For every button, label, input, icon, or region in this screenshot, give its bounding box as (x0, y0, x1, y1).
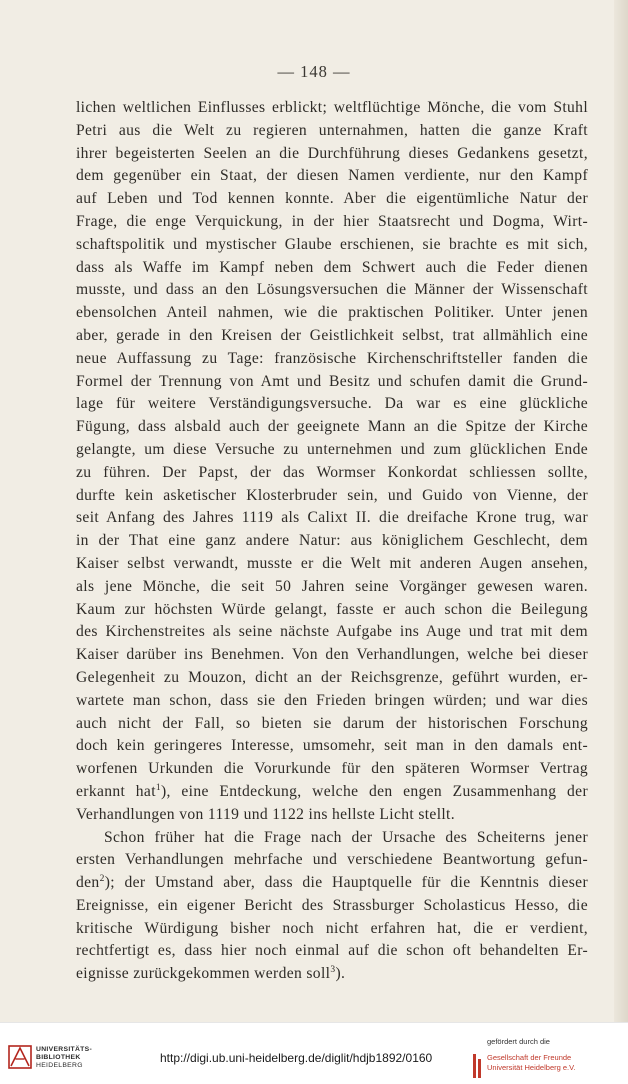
footnote-ref-2: 2 (99, 874, 105, 885)
text-line-with-footnote (76, 781, 588, 804)
viewer-footer (0, 1022, 628, 1084)
text-line: dass als Waffe im Kampf neben dem Schwert auch die Feder dienen (76, 258, 588, 276)
funder-name-line: Universität Heidelberg e.V. (487, 1063, 576, 1072)
text-line: musste, und dass an den Lösungsversuchen die Männer der Wissenschaft (76, 281, 588, 299)
text-line: Ereignisse, ein eigener Bericht des Strassburger Scholasticus Hesso, die (76, 896, 588, 914)
library-name (36, 1046, 92, 1070)
funded-by-label: gefördert durch die (487, 1037, 550, 1046)
library-logo-icon (8, 1045, 32, 1069)
text-segment: ). (335, 965, 346, 983)
page-edge-shadow (614, 0, 628, 1022)
paragraph-end-line: Verhandlungen von 1119 und 1122 ins hellste Licht stellt. (76, 805, 455, 823)
text-line: ihrer begeisterten Seelen an die Durchführung dieses Gedankens gesetzt, (76, 144, 588, 162)
text-line: kritische Würdigung bisher noch nicht erfahren hat, die er verdient, (76, 919, 588, 937)
text-line: neue Auffassung zu Tage: französische Kirchenschriftsteller fanden die (76, 349, 588, 367)
text-line: Petri aus die Welt zu regieren unternahmen, hatten die ganze Kraft (76, 121, 588, 139)
text-line: in der That eine ganz andere Natur: aus königlichem Geschlecht, dem (76, 532, 588, 550)
text-line: ersten Verhandlungen mehrfache und verschiedene Beantwortung gefun- (76, 851, 588, 869)
text-segment: ), eine Entdeckung, welche den engen Zusammenhang der (161, 782, 588, 800)
text-line: rechtfertigt es, dass hier noch einmal auf die schon oft behandelten Er- (76, 942, 588, 960)
funder-name (487, 1053, 576, 1073)
text-segment: erkannt hat (76, 782, 156, 800)
paragraph-start-line: Schon früher hat die Frage nach der Ursache des Scheiterns jener (104, 828, 588, 846)
page-number: — 148 — (277, 62, 351, 81)
text-line: doch kein geringeres Interesse, umsomehr, seit man in den damals ent- (76, 737, 588, 755)
text-line: Fügung, dass alsbald auch der geeignete Mann an die Spitze der Kirche (76, 418, 588, 436)
text-line: worfenen Urkunden die Vorurkunde für den späteren Wormser Vertrag (76, 760, 588, 778)
text-line: ebensolchen Anteil nahmen, wie die praktischen Politiker. Unter jenen (76, 304, 588, 322)
text-line: Kaiser selbst verwandt, musste er die Welt mit anderen Augen ansehen, (76, 554, 588, 572)
text-line: auch nicht der Fall, so bieten sie darum der historischen Forschung (76, 714, 588, 732)
permalink-url[interactable]: http://digi.ub.uni-heidelberg.de/diglit/hdjb1892/0160 (160, 1051, 433, 1065)
text-line: dem gegenüber ein Staat, der diesen Namen verdiente, nur den Kampf (76, 167, 588, 185)
text-segment: den (76, 874, 100, 892)
text-line: als jene Mönche, die seit 50 Jahren seine Vorgänger gewesen waren. (76, 577, 588, 595)
text-line: zu führen. Der Papst, der das Wormser Konkordat schliessen sollte, (76, 463, 588, 481)
text-line: Gelegenheit zu Mouzon, dicht an der Reichsgrenze, geführt wurden, er- (76, 668, 588, 686)
text-line: schaftspolitik und mystischer Glaube erschienen, sie brachte es mit sich, (76, 235, 588, 253)
text-line: lichen weltlichen Einflusses erblickt; weltflüchtige Mönche, die vom Stuhl (76, 99, 588, 116)
text-line-with-footnote (76, 963, 588, 986)
text-line: auf Leben und Tod kennen konnte. Aber die eigentümliche Natur der (76, 190, 588, 208)
text-line: wartete man schon, dass sie den Frieden bringen würden; und war dies (76, 691, 588, 709)
text-line: Frage, die enge Verquickung, in der hier Staatsrecht und Dogma, Wirt- (76, 212, 588, 230)
text-line: seit Anfang des Jahres 1119 als Calixt II. die dreifache Krone trug, war (76, 509, 588, 527)
funder-logo-icon (472, 1053, 483, 1079)
footnote-ref-1: 1 (155, 782, 161, 793)
text-line: Kaum zur höchsten Würde gelangt, fasste er auch schon die Beilegung (76, 600, 588, 618)
text-line: lage für weitere Verständigungsversuche. Da war es eine glückliche (76, 395, 588, 413)
text-segment: ); der Umstand aber, dass die Hauptquelle für die Kenntnis dieser (104, 874, 588, 892)
text-segment: eignisse zurückgekommen werden soll (76, 965, 331, 983)
library-name-line: UNIVERSITÄTS- (36, 1046, 93, 1053)
text-line: gelangte, um diese Versuche zu unternehmen und zum glücklichen Ende (76, 440, 588, 458)
text-line: Formel der Trennung von Amt und Besitz und schufen damit die Grund- (76, 372, 588, 390)
funder-name-line: Gesellschaft der Freunde (487, 1053, 572, 1062)
text-line-with-footnote (76, 872, 588, 895)
footnote-ref-3: 3 (330, 965, 336, 976)
text-line: aber, gerade in den Kreisen der Geistlichkeit selbst, trat allmählich eine (76, 326, 588, 344)
library-name-line: HEIDELBERG (36, 1062, 83, 1069)
body-text (76, 97, 588, 986)
library-name-line: BIBLIOTHEK (36, 1054, 81, 1061)
text-line: des Kirchenstreites als seine nächste Aufgabe ins Auge und trat mit dem (76, 623, 588, 641)
text-line: Kaiser darüber ins Benehmen. Von den Verhandlungen, welche bei dieser (76, 646, 588, 664)
text-line: durfte kein asketischer Klosterbruder sein, und Guido von Vienne, der (76, 486, 588, 504)
